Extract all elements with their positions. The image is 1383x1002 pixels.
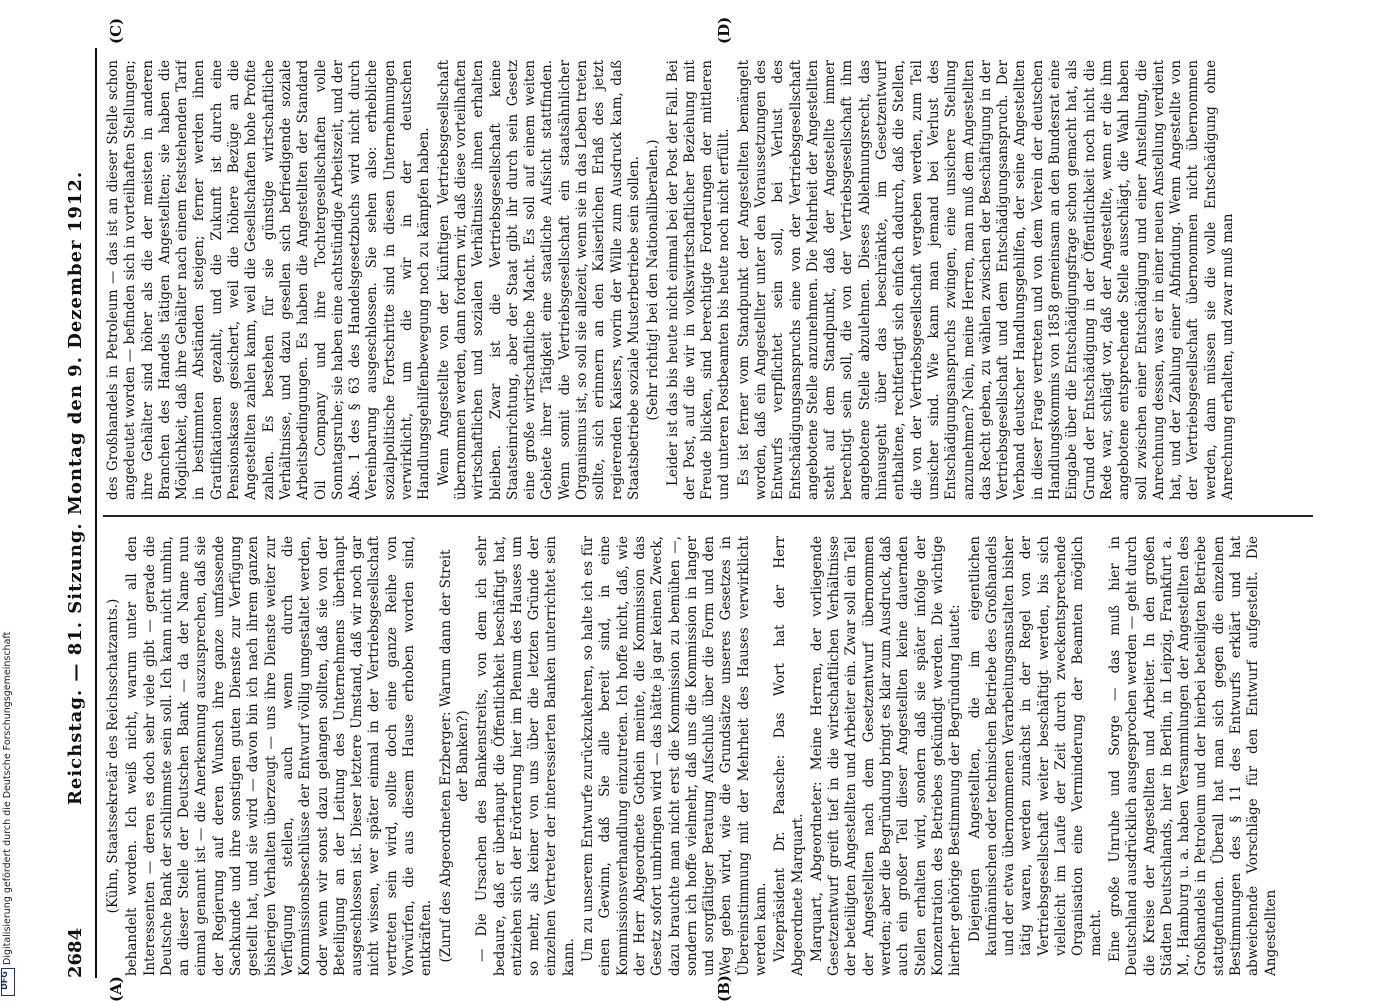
paragraph: — Die Ursachen des Bankenstreits, von dem ich sehr bedaure, daß er überhaupt die Öffentlichkeit beschäftigt hat, entziehen sich der Erörterung hier im Plenum des Hauses um so mehr, als keiner von uns über die letzten Gründe der einzelnen Vertreter der interessierten Banken unterrichtet sein kann. (474, 536, 577, 976)
page-title: Reichstag. — 81. Sitzung. Montag den 9. Dezember 1912. (64, 170, 86, 806)
paragraph: Wenn Angestellte von der künftigen Vertriebsgesellschaft übernommen werden, dann fordern wir, daß diese vorteilhaften wirtschaftlichen und sozialen Verhältnisse ihnen erhalten bleiben. Zwar ist die Vertriebsgesellschaft keine Staatseinrichtung, aber der Staat gibt ihr durch sein Gesetz eine große wirtschaftliche Macht. Es soll auf einem weiten Gebiete ihrer Tätigkeit eine staatliche Aufsicht stattfinden. Wenn somit die Vertriebsgesellschaft ein staatsähnlicher Organismus ist, so soll sie allezeit, wenn sie in das Leben treten sollte, sich erinnern an den Kaiserlichen Erlaß des jetzt regierenden Kaisers, worin der Wille zum Ausdruck kam, daß Staatsbetriebe soziale Musterbetriebe sein sollen. (435, 60, 642, 500)
page-number: 2684 (64, 927, 86, 978)
quote: Diejenigen Angestellten, die im eigentlichen kaufmännischen oder technischen Betriebe des Großhandels und der etwa übernommenen Verarbeitungsanstalten bisher tätig waren, werden zunächst in der Regel von der Vertriebsgesellschaft weiter beschäftigt werden, bis sich vielleicht im Laufe der Zeit durch zweckentsprechende Organisation eine Verminderung der Beamten möglich macht. (966, 536, 1104, 956)
left-column (105, 536, 1310, 976)
credit-text: Digitalisierung gefördert durch die Deutsche Forschungsgemeinschaft (2, 631, 13, 965)
marker-a: (A) (107, 976, 125, 1002)
newspaper-page (55, 16, 1316, 1002)
interjection: (Sehr richtig! bei den Nationalliberalen.) (645, 139, 662, 421)
marker-b: (B) (715, 975, 733, 1002)
right-column (105, 60, 1310, 500)
paragraph: Leider ist das bis heute nicht einmal bei der Post der Fall. Bei der Post, auf die wir in volkswirtschaftlicher Beziehung mit Freude blicken, sind berechtigte Forderungen der mittleren und unteren Postbeamten bis heute noch nicht erfüllt. (664, 60, 733, 500)
interjection: (Zuruf des Abgeordneten Erzberger: Warum dann der Streit der Banken?) (437, 549, 471, 963)
presiding-remark: Vizepräsident Dr. Paasche: Das Wort hat der Herr Abgeordnete Marquart. (772, 536, 806, 976)
page-header (55, 48, 97, 978)
paragraph: Eine große Unruhe und Sorge — das muß hier in Deutschland ausdrücklich ausgesprochen werden — geht durch die Kreise der Angestellten und Arbeiter. In den großen Städten Deutschlands, hier in Berlin, in Leipzig, Frankfurt a. M., Hamburg u. a. haben Versammlungen der Angestellten des Großhandels in Petroleum und der hierbei beteiligten Betriebe stattgefunden. Überall hat man sich gegen die einzelnen Bestimmungen des § 11 des Entwurfs erklärt und hat abweichende Vorschläge für den Entwurf aufgestellt. Die Angestellten (1106, 536, 1279, 976)
dfg-logo-text: DFG (0, 971, 9, 990)
marker-c: (C) (107, 17, 125, 44)
paragraph: Es ist ferner vom Standpunkt der Angestellten bemängelt worden, daß ein Angestellter unter den Voraussetzungen des Entwurfs verpflichtet sein soll, bei Verlust des Entschädigungsanspruchs eine von der Vertriebsgesellschaft angebotene Stelle anzunehmen. Die Mehrheit der Angestellten steht auf dem Standpunkt, daß der Angestellte immer berechtigt sein soll, die von der Vertriebsgesellschaft ihm angebotene Stelle abzulehnen. Dieses Ablehnungsrecht, das hinausgeht über das beschränkte, im Gesetzentwurf enthaltene, rechtfertigt sich einfach dadurch, daß die Stellen, die von der Vertriebsgesellschaft vergeben werden, zum Teil unsicher sind. Wie kann man jemand bei Verlust des Entschädigungsanspruchs zwingen, eine unsichere Stellung anzunehmen? Nein, meine Herren, man muß dem Angestellten das Recht geben, zu wählen zwischen der Beschäftigung in der Vertriebsgesellschaft und dem Entschädigungsanspruch. Der Verband deutscher Handlungsgehilfen, der seine Angestellten in dieser Frage vertreten und von dem Verein der deutschen Handlungskommis von 1858 gemeinsam an den Bundesrat eine Eingabe über die Entschädigungsfrage schon gemacht hat, als Grund der Entschädigung in der Öffentlichkeit noch nicht die Rede war, schlägt vor, daß der Angestellte, wenn er die ihm angebotene entsprechende Stelle ausschlägt, die Wahl haben soll zwischen einer Entschädigung und einer Anstellung, die Anrechnung dessen, was er in einer neuen Anstellung verdient hat, und der Zahlung einer Abfindung. Wenn Angestellte von der Vertriebsgesellschaft übernommen nicht übernommen werden, dann müssen sie die volle Entschädigung ohne Anrechnung erhalten, und zwar muß man (735, 60, 1236, 500)
speaker-note: (Kühn, Staatssekretär des Reichsschatzamts.) (105, 598, 121, 914)
paragraph: Um zu unserem Entwurfe zurückzukehren, so halte ich es für einen Gewinn, daß Sie alle bereit sind, in eine Kommissionsverhandlung einzutreten. Ich hoffe nicht, daß, wie der Herr Abgeordnete Gothein meinte, die Kommission das Gesetz sofort umbringen wird — das hätte ja gar keinen Zweck, dazu brauchte man nicht erst die Kommission zu bemühen —, sondern ich hoffe vielmehr, daß uns die Kommission in langer und sorgfältiger Beratung Aufschluß über die Form und den Weg geben wird, wie die Grundsätze unseres Gesetzes in Übereinstimmung mit der Mehrheit des Hauses verwirklicht werden kann. (580, 536, 769, 976)
paragraph: Marquart, Abgeordneter: Meine Herren, der vorliegende Gesetzentwurf greift tief in die wirtschaftlichen Verhältnisse der beteiligten Angestellten und Arbeiter ein. Zwar soll ein Teil der Angestellten nach dem Gesetzentwurf übernommen werden; aber die Begründung bringt es klar zum Ausdruck, daß auch ein großer Teil dieser Angestellten keine dauernden Stellen erhalten wird, sondern daß sie später infolge der Konzentration des Betriebes gekündigt werden. Die wichtige hierher gehörige Bestimmung der Begründung lautet: (808, 536, 964, 976)
digitization-credit (2, 570, 14, 970)
rotated-page-content (55, 16, 1316, 1002)
paragraph: des Großhandels in Petroleum — das ist an dieser Stelle schon angedeutet worden — befinden sich in vorteilhaften Stellungen; ihre Gehälter sind höher als die der meisten in anderen Branchen des Handels tätigen Angestellten; sie haben die Möglichkeit, daß ihre Gehälter nach einem feststehenden Tarif in bestimmten Abständen steigen; ferner werden ihnen Gratifikationen gezahlt, und die Zukunft ist durch eine Pensionskasse gesichert, weil die höhere Bezüge an die Angestellten zahlen kann, weil die Gesellschaften hohe Profite zahlen. Es bestehen für sie günstige wirtschaftliche Verhältnisse, und dazu gesellen sich befriedigende soziale Arbeitsbedingungen. Es haben die Angestellten der Standard Oil Company und ihre Tochtergesellschaften volle Sonntagsruhe; sie haben eine achtstündige Arbeitszeit, und der Abs. 1 des § 63 des Handelsgesetzbuchs wird nicht durch Vereinbarung ausgeschlossen. Sie sehen also: erhebliche sozialpolitische Fortschritte sind in diesen Unternehmungen verwirklicht, um die wir in der deutschen Handlungsgehilfenbewegung noch zu kämpfen haben. (105, 60, 433, 500)
column-divider (103, 515, 1313, 517)
paragraph: behandelt worden. Ich weiß nicht, warum unter all den Interessenten — deren es doch sehr viele gibt — gerade die Deutsche Bank der schlimmste sein soll. Ich kann nicht umhin, an dieser Stelle der Deutschen Bank — da der Name nun einmal genannt ist — die Anerkennung auszusprechen, daß sie der Regierung auf deren Wunsch ihre ganze umfassende Sachkunde und ihre sonstigen guten Dienste zur Verfügung gestellt hat, und sie wird — davon bin ich nach ihrem ganzen bisherigen Verhalten überzeugt — uns ihre Dienste weiter zur Verfügung stellen, auch wenn durch die Kommissionsbeschlüsse der Entwurf völlig umgestaltet werden, oder wenn wir sonst dazu gelangen sollten, daß sie von der Beteiligung an der Leitung des Unternehmens überhaupt ausgeschlossen ist. Dieser letztere Umstand, daß wir noch gar nicht wissen, wer später einmal in der Vertriebsgesellschaft vertreten sein wird, sollte doch eine ganze Reihe von Vorwürfen, die aus diesem Hause erhoben worden sind, entkräften. (124, 536, 435, 976)
marker-d: (D) (715, 16, 733, 44)
dfg-logo (1, 968, 15, 996)
